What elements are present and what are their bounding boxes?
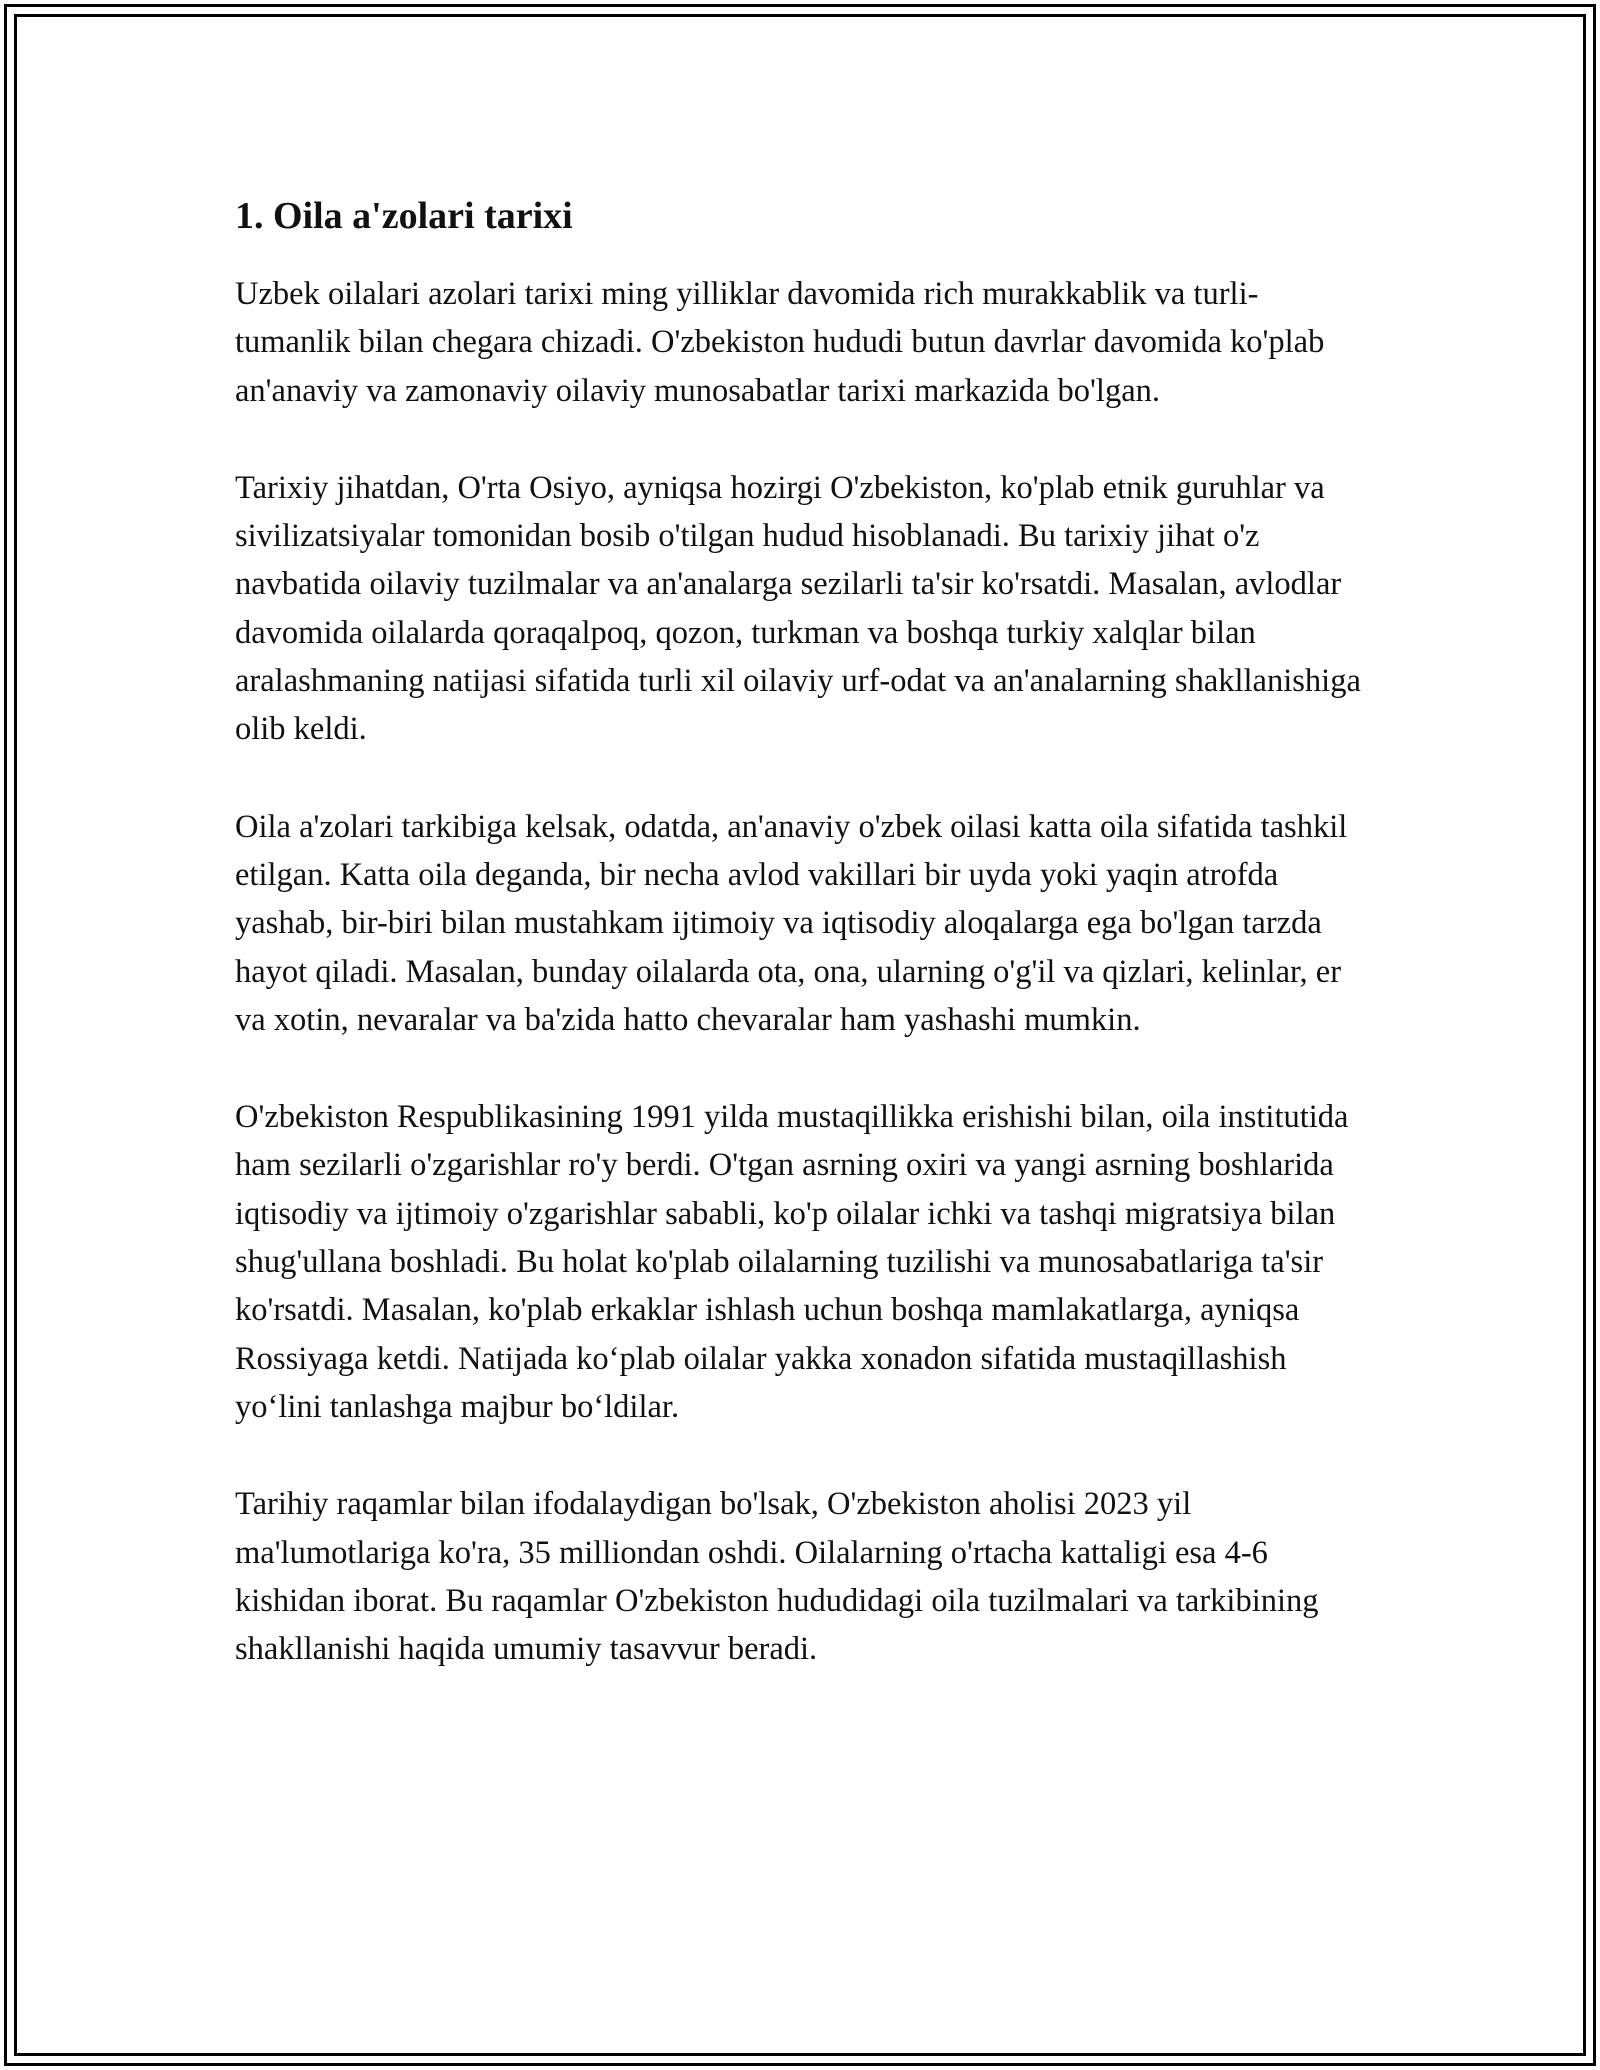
section-title: 1. Oila a'zolari tarixi [235, 195, 573, 237]
document-body [235, 188, 1370, 1722]
paragraph-5: Tarihiy raqamlar bilan ifodalaydigan bo'lsak, O'zbekiston aholisi 2023 yil ma'lumotlariga ko'ra, 35 milliondan oshdi. Oilalarning o'rtacha kattaligi esa 4-6 kishidan iborat. Bu raqamlar O'zbekiston hududidagi oila tuzilmalari va tarkibining shakllanishi haqida umumiy tasavvur beradi. [235, 1486, 1319, 1668]
paragraph-2: Tarixiy jihatdan, O'rta Osiyo, ayniqsa hozirgi O'zbekiston, ko'plab etnik guruhlar va sivilizatsiyalar tomonidan bosib o'tilgan hudud hisoblanadi. Bu tarixiy jihat o'z navbatida oilaviy tuzilmalar va an'analarga sezilarli ta'sir ko'rsatdi. Masalan, avlodlar davomida oilalarda qoraqalpoq, qozon, turkman va boshqa turkiy xalqlar bilan aralashmaning natijasi sifatida turli xil oilaviy urf-odat va an'analarning shakllanishiga olib keldi. [235, 469, 1361, 748]
paragraph-4: O'zbekiston Respublikasining 1991 yilda mustaqillikka erishishi bilan, oila institutida ham sezilarli o'zgarishlar ro'y berdi. O'tgan asrning oxiri va yangi asrning boshlarida iqtisodiy va ijtimoiy o'zgarishlar sababli, ko'p oilalar ichki va tashqi migratsiya bilan shug'ullana boshladi. Bu holat ko'plab oilalarning tuzilishi va munosabatlariga ta'sir ko'rsatdi. Masalan, ko'plab erkaklar ishlash uchun boshqa mamlakatlarga, ayniqsa Rossiyaga ketdi. Natijada ko‘plab oilalar yakka xonadon sifatida mustaqillashish yo‘lini tanlashga majbur bo‘ldilar. [235, 1099, 1349, 1425]
paragraph-3: Oila a'zolari tarkibiga kelsak, odatda, an'anaviy o'zbek oilasi katta oila sifatida tashkil etilgan. Katta oila deganda, bir necha avlod vakillari bir uyda yoki yaqin atrofda yashab, bir-biri bilan mustahkam ijtimoiy va iqtisodiy aloqalarga ega bo'lgan tarzda hayot qiladi. Masalan, bunday oilalarda ota, ona, ularning o'g'il va qizlari, kelinlar, er va xotin, nevaralar va ba'zida hatto chevaralar ham yashashi mumkin. [235, 808, 1348, 1038]
paragraph-1: Uzbek oilalari azolari tarixi ming yilliklar davomida rich murakkablik va turli-tumanlik bilan chegara chizadi. O'zbekiston hududi butun davrlar davomida ko'plab an'anaviy va zamonaviy oilaviy munosabatlar tarixi markazida bo'lgan. [235, 276, 1325, 409]
